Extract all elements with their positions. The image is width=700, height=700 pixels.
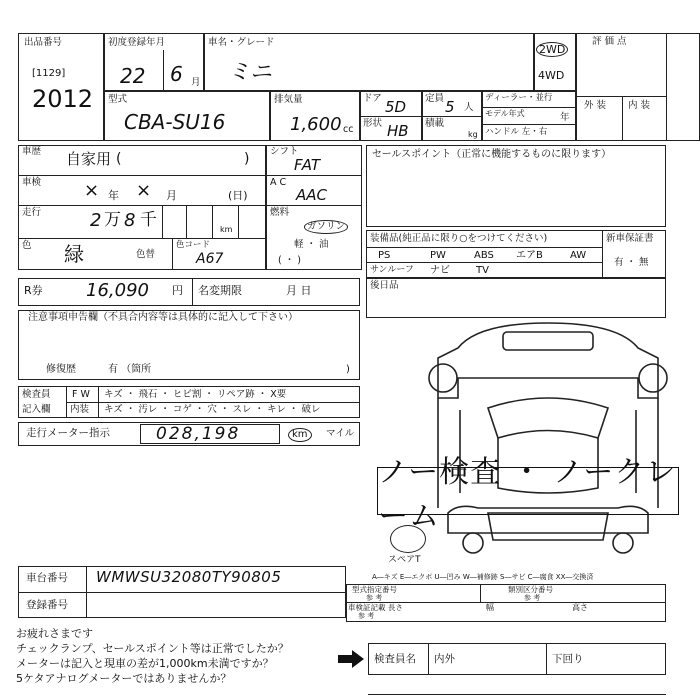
shift-label: シフト (270, 146, 299, 157)
meter-label: 走行メーター指示 (26, 427, 110, 439)
registration-divider (86, 566, 87, 618)
history-value: 自家用 (66, 150, 112, 168)
ref-label-2: 参 考 (524, 594, 541, 602)
color-code-value: A67 (196, 251, 224, 267)
capacity-split (422, 116, 482, 117)
first-registration-label: 初度登録年月 (108, 37, 166, 48)
equipment-divider (602, 230, 603, 278)
mileage-man-unit: 万 (104, 210, 121, 230)
lot-number-small: [1129] (32, 68, 66, 79)
recycle-unit: 円 (172, 284, 183, 297)
no-inspection-banner: ノー検査 ・ ノークレーム (377, 467, 679, 515)
equipment-row-line (366, 247, 602, 248)
footer-bottom-line (368, 694, 666, 695)
name-change-label: 名変期限 (198, 284, 242, 297)
equip-pw: PW (430, 250, 446, 261)
mileage-label: 走行 (22, 207, 42, 218)
interior-items: キズ ・ 汚レ ・ コゲ ・ 穴 ・ スレ ・ キレ ・ 破レ (104, 404, 321, 415)
color-value: 緑 (64, 242, 84, 266)
fuel-gasoline: ガソリン (304, 220, 348, 234)
shape-value: HB (387, 122, 409, 140)
car-name: ミニ (228, 60, 273, 85)
history-paren-open: ( (116, 151, 122, 167)
exterior-label: 外 装 (584, 100, 607, 111)
rating-divider (622, 96, 623, 141)
lot-number: 2012 (32, 85, 94, 113)
equip-abs: ABS (474, 250, 494, 261)
fuel-label: 燃料 (270, 207, 290, 218)
inspection-day-unit: (日) (228, 189, 248, 202)
chassis-label: 車台番号 (26, 572, 68, 584)
reg-number-label: 登録番号 (26, 599, 68, 611)
model-year-label: モデル年式 (485, 109, 525, 118)
drive-4wd: 4WD (538, 69, 565, 82)
color-change-label: 色替 (136, 249, 156, 260)
inspector-split (66, 402, 360, 403)
inspection-year: × (84, 180, 100, 201)
equip-sunroof: サンルーフ (370, 265, 414, 275)
first-registration-year: 22 (120, 64, 146, 88)
displacement-label: 排気量 (274, 94, 303, 105)
equip-navi: ナビ (430, 265, 450, 276)
inspector-label-2: 記入欄 (22, 404, 51, 415)
mileage-col-1 (162, 205, 163, 238)
first-registration-month-unit: 月 (191, 77, 201, 88)
capacity-value: 5 (445, 98, 455, 116)
mileage-sen-unit: 千 (140, 210, 157, 230)
color-code-label: 色コード (176, 240, 211, 250)
inside-label: 内外 (434, 653, 455, 665)
inspector-label-1: 検査員 (22, 389, 51, 400)
model-value: CBA-SU16 (124, 110, 226, 134)
capacity-label: 定員 (425, 93, 445, 104)
inspection-month-unit: 月 (166, 189, 177, 202)
back-date-label: 後日品 (370, 280, 399, 291)
mileage-col-2 (186, 205, 187, 238)
door-value: 5D (385, 98, 407, 116)
ref-label-3: 参 考 (358, 612, 375, 620)
warranty-value: 有 ・ 無 (614, 257, 649, 268)
recycle-divider (192, 278, 193, 306)
color-label: 色 (22, 240, 32, 251)
ref-label-1: 参 考 (366, 594, 383, 602)
load-unit: kg (468, 130, 478, 139)
sales-points-title: セールスポイント（正常に機能するものに限ります） (372, 149, 612, 160)
color-divider (172, 238, 173, 270)
rating-box (576, 33, 700, 141)
spare-tire-icon (390, 525, 426, 553)
repair-close: ) (346, 364, 350, 375)
registration-split (18, 592, 346, 593)
displacement-value: 1,600 (290, 114, 342, 135)
inspector-divider-2 (98, 386, 99, 418)
fw-head: F W (72, 389, 90, 400)
ac-label: A C (270, 177, 287, 188)
equipment-row-line-2 (366, 262, 602, 263)
width-label: 幅 (486, 603, 494, 612)
equip-aw: AW (570, 250, 587, 261)
fuel-light-oil: 軽 ・ 油 (294, 239, 329, 250)
details-line-2 (18, 205, 266, 206)
category-label: 類別区分番号 (508, 585, 553, 594)
door-split (360, 116, 422, 117)
back-date-box (366, 278, 666, 318)
rating-label: 評 価 点 (592, 36, 627, 47)
interior-label: 内 装 (628, 100, 651, 111)
registration-ref-divider (480, 584, 481, 602)
length-label: 車検証記載 長さ (348, 603, 403, 612)
meter-value: 028,198 (156, 424, 241, 444)
repair-value: 有 （箇所 (108, 364, 152, 375)
footer-line-1: お疲れさまです (16, 627, 93, 640)
dealer-label: ディーラー・並行 (485, 93, 553, 103)
equip-ps: PS (378, 250, 391, 261)
equipment-title: 装備品(純正品に限り○をつけてください) (370, 233, 548, 244)
inspector-name-divider-2 (546, 643, 547, 675)
drive-2wd: 2WD (536, 42, 568, 57)
lot-number-label: 出品番号 (24, 37, 63, 48)
capacity-unit: 人 (464, 102, 474, 113)
load-label: 積載 (425, 118, 445, 129)
mileage-sen: 8 (124, 210, 136, 231)
name-change-units: 月 日 (286, 284, 312, 297)
fuel-paren: ( ・ ) (278, 255, 301, 266)
inspection-label: 車検 (22, 177, 42, 188)
arrow-right-icon (338, 650, 364, 668)
shift-value: FAT (294, 156, 321, 174)
dealer-split-2 (482, 124, 576, 125)
footer-line-2: チェックランプ、セールスポイント等は正常でしたか？ (16, 642, 289, 655)
shift-line-1 (266, 175, 362, 176)
below-label: 下回り (552, 653, 584, 665)
model-label: 型式 (108, 94, 128, 105)
details-line-1 (18, 175, 266, 176)
car-name-label: 車名・グレード (208, 37, 275, 48)
history-paren-close: ) (244, 151, 250, 167)
meter-unit-km: km (288, 428, 312, 442)
meter-unit-mile: マイル (326, 428, 355, 439)
details-line-3 (18, 238, 266, 239)
history-label: 車歴 (22, 146, 42, 157)
shift-line-2 (266, 205, 362, 206)
mileage-col-3 (212, 205, 213, 238)
warranty-label: 新車保証書 (606, 233, 654, 244)
equip-airbag: エアB (516, 250, 543, 261)
mileage-unit: km (220, 225, 233, 234)
inspector-name-divider-1 (428, 643, 429, 675)
inspection-year-unit: 年 (108, 189, 119, 202)
dealer-split-1 (482, 107, 576, 108)
footer-line-4: 5ケタアナログメーターではありませんか？ (16, 672, 232, 685)
recycle-value: 16,090 (86, 280, 149, 301)
rating-right-divider (666, 33, 667, 141)
mileage-col-4 (238, 205, 239, 238)
equip-tv: TV (476, 265, 489, 276)
ac-value: AAC (296, 186, 327, 204)
type-designation-label: 型式指定番号 (352, 585, 397, 594)
displacement-unit: cc (343, 124, 354, 135)
fw-items: キズ ・ 飛石 ・ ヒビ割 ・ リペア跡 ・ X要 (104, 389, 287, 400)
recycle-label: R券 (24, 284, 43, 297)
mileage-man: 2 (90, 210, 102, 231)
inspector-name-label: 検査員名 (374, 653, 416, 665)
shape-label: 形状 (363, 118, 383, 129)
interior-head: 内装 (70, 404, 90, 415)
footer-line-3: メーターは記入と現車の差が1,000km未満ですか？ (16, 657, 274, 670)
damage-legend: A―キズ E―エクボ U―凹み W―補修跡 S―サビ C―腐食 XX―交換済 (372, 573, 594, 581)
model-year-unit: 年 (560, 112, 570, 123)
inspection-month: × (136, 180, 152, 201)
handle-label: ハンドル 左・右 (485, 127, 548, 137)
repair-label: 修復歴 (46, 364, 76, 375)
door-label: ドア (363, 93, 382, 104)
chassis-value: WMWSU32080TY90805 (96, 568, 282, 586)
first-registration-month: 6 (170, 62, 183, 86)
height-label: 高さ (572, 603, 588, 612)
notes-title: 注意事項申告欄（不具合内容等は具体的に記入して下さい） (28, 312, 298, 323)
reg-divider (163, 50, 164, 91)
spare-label: スペアT (388, 555, 421, 565)
rating-split-line (576, 96, 666, 97)
